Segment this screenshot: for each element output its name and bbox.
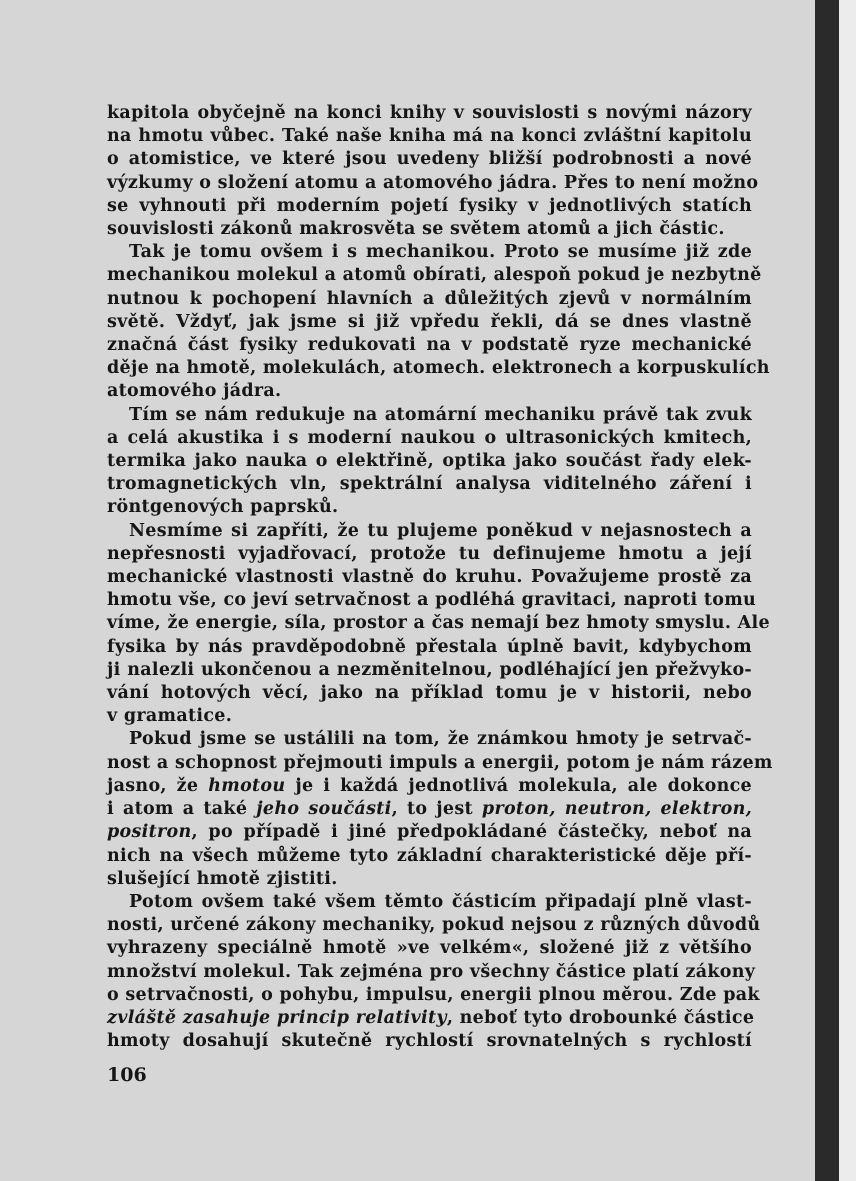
paragraph <box>107 728 773 890</box>
text-line: hmotu vše, co jeví setrvačnost a podléhá gravitaci, naproti tomu <box>107 590 757 611</box>
text-line: Tak je tomu ovšem i s mechanikou. Proto se musíme již zde <box>129 242 752 263</box>
text-line: nosti, určené zákony mechaniky, pokud nejsou z různých důvodů <box>107 915 761 936</box>
text-line: atomového jádra. <box>107 381 282 402</box>
text-line: zvláště zasahuje princip relativity, neboť tyto drobounké částice <box>107 1007 755 1028</box>
text-line: i atom a také jeho součásti, to jest proton, neutron, elektron, <box>107 799 753 820</box>
text-line: termika jako nauka o elektřině, optika jako součást řady elek- <box>107 451 752 472</box>
paragraph <box>107 520 770 729</box>
paragraph <box>107 404 752 520</box>
text-line: výzkumy o složení atomu a atomového jádra. Přes to není možno <box>107 172 759 193</box>
text-line: nutnou k pochopení hlavních a důležitých zjevů v normálním <box>107 288 752 309</box>
text-line: o setrvačnosti, o pohybu, impulsu, energii plnou měrou. Zde pak <box>107 984 760 1005</box>
text-line: ji nalezli ukončenou a nezměnitelnou, podléhající jen přežvyko- <box>107 659 752 680</box>
text-line: Nesmíme si zapříti, že tu plujeme poněkud v nejasnostech a <box>129 520 752 541</box>
text-line: víme, že energie, síla, prostor a čas nemají bez hmoty smyslu. Ale <box>107 613 770 634</box>
text-line: mechanikou molekul a atomů obírati, alespoň pokud je nezbytně <box>107 265 762 286</box>
paragraph <box>107 102 759 241</box>
text-line: hmoty dosahují skutečně rychlostí srovnatelných s rychlostí <box>107 1031 752 1052</box>
text-line: děje na hmotě, molekulách, atomech. elektronech a korpuskulích <box>107 358 770 379</box>
text-line: značná část fysiky redukovati na v podstatě ryze mechanické <box>107 335 752 356</box>
text-line: positron, po případě i jiné předpokládané částečky, neboť na <box>107 822 752 843</box>
text-line: o atomistice, ve které jsou uvedeny bližší podrobnosti a nové <box>107 149 752 170</box>
text-line: souvislosti zákonů makrosvěta se světem atomů a jich částic. <box>107 219 725 240</box>
text-line: a celá akustika i s moderní naukou o ultrasonických kmitech, <box>107 427 752 448</box>
paragraph <box>107 241 770 403</box>
text-line: mechanické vlastnosti vlastně do kruhu. Považujeme prostě za <box>107 567 752 588</box>
text-line: nich na všech můžeme tyto základní charakteristické děje pří- <box>107 845 752 866</box>
text-line: na hmotu vůbec. Také naše kniha má na konci zvláštní kapitolu <box>107 126 752 147</box>
text-line: nost a schopnost přejmouti impuls a energii, potom je nám rázem <box>107 752 773 773</box>
text-line: röntgenových paprsků. <box>107 497 339 518</box>
text-line: tromagnetických vln, spektrální analysa viditelného záření i <box>107 474 752 495</box>
text-line: kapitola obyčejně na konci knihy v souvislosti s novými názory <box>107 103 752 123</box>
paragraph <box>107 891 761 1053</box>
page-edge-margin <box>839 0 856 1181</box>
text-line: fysika by nás pravděpodobně přestala úplně bavit, kdybychom <box>107 636 752 657</box>
text-line: slušející hmotě zjistiti. <box>107 868 338 889</box>
text-line: jasno, že hmotou je i každá jednotlivá molekula, ale dokonce <box>107 775 752 796</box>
text-line: Tím se nám redukuje na atomární mechaniku právě tak zvuk <box>129 404 752 425</box>
text-line: množství molekul. Tak zejména pro všechny částice platí zákony <box>107 961 756 982</box>
text-line: Potom ovšem také všem těmto částicím připadají plně vlast- <box>129 891 752 912</box>
text-line: se vyhnouti při moderním pojetí fysiky v jednotlivých statích <box>107 195 752 216</box>
body-text <box>107 102 773 1053</box>
text-line: vání hotových věcí, jako na příklad tomu je v historii, nebo <box>107 683 752 704</box>
text-line: v gramatice. <box>107 706 233 727</box>
text-line: vyhrazeny speciálně hmotě »ve velkém«, složené již z většího <box>107 938 752 959</box>
page-number: 106 <box>107 1064 147 1086</box>
text-line: nepřesnosti vyjadřovací, protože tu definujeme hmotu a její <box>107 543 752 564</box>
text-line: Pokud jsme se ustálili na tom, že známkou hmoty je setrvač- <box>129 729 752 750</box>
text-line: světě. Vždyť, jak jsme si již vpředu řekli, dá se dnes vlastně <box>107 311 752 332</box>
page-edge-shadow <box>815 0 839 1181</box>
